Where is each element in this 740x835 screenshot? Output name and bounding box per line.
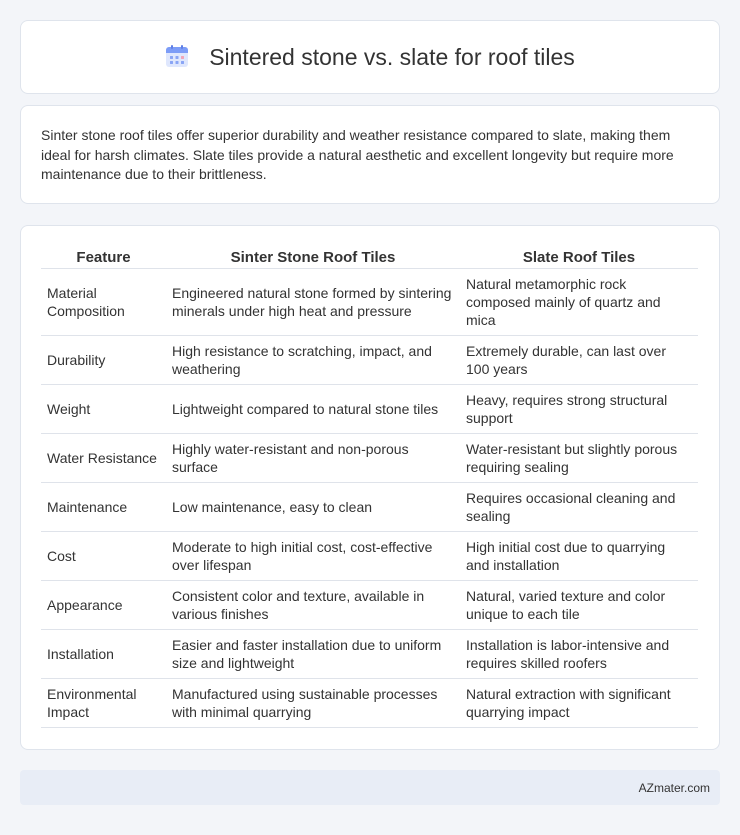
slate-cell: Natural metamorphic rock composed mainly of quartz and mica [460, 268, 698, 335]
title-card [20, 20, 720, 94]
table-row [41, 335, 698, 384]
table-row [41, 433, 698, 482]
header-feature: Feature [41, 246, 166, 268]
feature-cell: Maintenance [41, 482, 166, 531]
feature-cell: Environmental Impact [41, 678, 166, 727]
table-header-row [41, 246, 698, 268]
table-row [41, 482, 698, 531]
feature-cell: Appearance [41, 580, 166, 629]
table-row [41, 678, 698, 727]
calendar-icon [165, 45, 189, 69]
slate-cell: Natural extraction with significant quarrying impact [460, 678, 698, 727]
page-title: Sintered stone vs. slate for roof tiles [209, 43, 575, 70]
feature-cell: Durability [41, 335, 166, 384]
sinter-stone-cell: Low maintenance, easy to clean [166, 482, 460, 531]
header-slate: Slate Roof Tiles [460, 246, 698, 268]
table-row [41, 629, 698, 678]
feature-cell: Cost [41, 531, 166, 580]
summary-card [20, 105, 720, 204]
sinter-stone-cell: Engineered natural stone formed by sintering minerals under high heat and pressure [166, 268, 460, 335]
sinter-stone-cell: Highly water-resistant and non-porous surface [166, 433, 460, 482]
footer-brand: AZmater.com [638, 780, 710, 795]
slate-cell: Extremely durable, can last over 100 years [460, 335, 698, 384]
title-wrap [165, 44, 575, 71]
summary-text: Sinter stone roof tiles offer superior durability and weather resistance compared to slate, making them ideal for harsh climates. Slate tiles provide a natural aesthetic and excellent longevity but require more maintenance due to their brittleness. [41, 127, 674, 182]
table-row [41, 531, 698, 580]
feature-cell: Material Composition [41, 268, 166, 335]
slate-cell: Heavy, requires strong structural support [460, 384, 698, 433]
sinter-stone-cell: Moderate to high initial cost, cost-effective over lifespan [166, 531, 460, 580]
sinter-stone-cell: Manufactured using sustainable processes with minimal quarrying [166, 678, 460, 727]
table-row [41, 580, 698, 629]
sinter-stone-cell: Lightweight compared to natural stone tiles [166, 384, 460, 433]
feature-cell: Weight [41, 384, 166, 433]
header-sinter-stone: Sinter Stone Roof Tiles [166, 246, 460, 268]
comparison-card [20, 225, 720, 750]
slate-cell: Natural, varied texture and color unique to each tile [460, 580, 698, 629]
comparison-table [41, 246, 698, 728]
slate-cell: Installation is labor-intensive and requires skilled roofers [460, 629, 698, 678]
slate-cell: Requires occasional cleaning and sealing [460, 482, 698, 531]
slate-cell: Water-resistant but slightly porous requiring sealing [460, 433, 698, 482]
sinter-stone-cell: Consistent color and texture, available in various finishes [166, 580, 460, 629]
table-row [41, 384, 698, 433]
feature-cell: Installation [41, 629, 166, 678]
sinter-stone-cell: Easier and faster installation due to uniform size and lightweight [166, 629, 460, 678]
table-row [41, 268, 698, 335]
slate-cell: High initial cost due to quarrying and installation [460, 531, 698, 580]
footer-bar [20, 770, 720, 805]
feature-cell: Water Resistance [41, 433, 166, 482]
sinter-stone-cell: High resistance to scratching, impact, and weathering [166, 335, 460, 384]
